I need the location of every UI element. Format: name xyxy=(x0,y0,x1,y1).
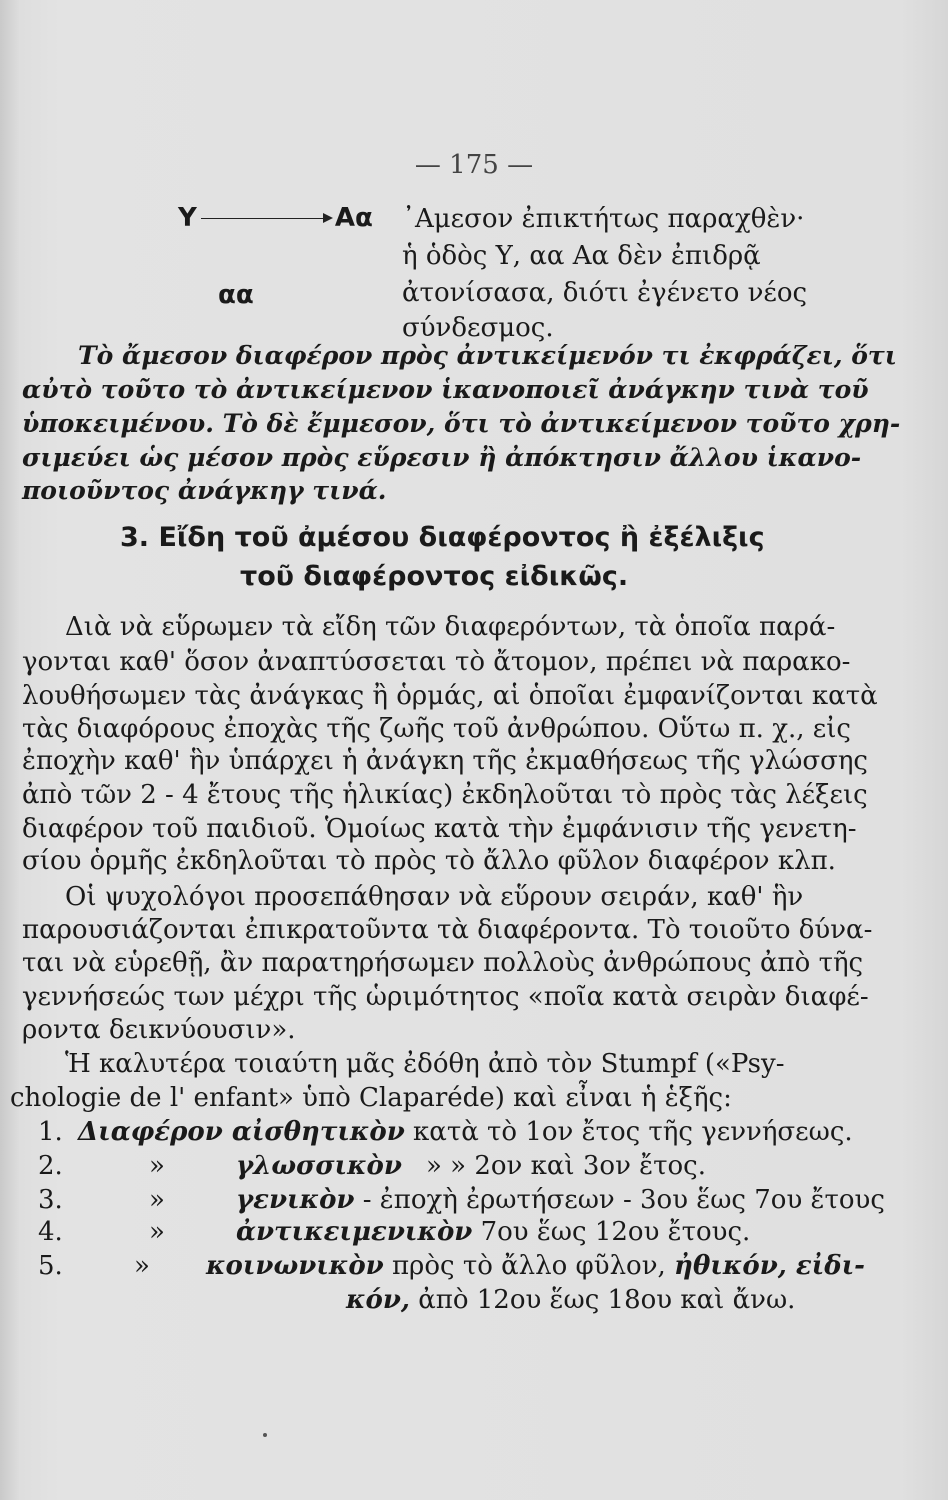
list-term: κόν, xyxy=(346,1285,410,1315)
list-description: 7ου ἕως 12ου ἔτους. xyxy=(480,1217,751,1247)
list-description: κατὰ τὸ 1ον ἔτος τῆς γεννήσεως. xyxy=(413,1117,853,1147)
list-term: Διαφέρον αἰσθητικὸν xyxy=(78,1117,405,1147)
paragraph-line: γεννήσεώς των μέχρι τῆς ὡριμότητος «ποῖα κατὰ σειρὰν διαφέ- xyxy=(22,982,869,1012)
ditto-mark: » xyxy=(149,1185,165,1215)
list-item-continuation xyxy=(346,1285,795,1315)
list-term: ἀντικειμενικὸν xyxy=(236,1217,473,1247)
diagram-text-line: ἡ ὁδὸς Υ, αα Αα δὲν ἐπιδρᾷ xyxy=(402,241,761,271)
arrow-icon xyxy=(201,218,331,219)
paragraph-line: γονται καθ' ὅσον ἀναπτύσσεται τὸ ἄτομον, πρέπει νὰ παρακο- xyxy=(22,647,851,677)
list-number: 1. xyxy=(38,1117,63,1147)
italic-paragraph-line: ὑποκειμένου. Τὸ δὲ ἔμμεσον, ὅτι τὸ ἀντικείμενον τοῦτο χρη- xyxy=(22,409,901,438)
diagram-label-y: Υ xyxy=(178,203,197,233)
paragraph-line: λουθήσωμεν τὰς ἀνάγκας ἢ ὁρμάς, αἱ ὁποῖαι ἐμφανίζονται κατὰ xyxy=(22,681,878,711)
list-description: ἀπὸ 12ου ἕως 18ου καὶ ἄνω. xyxy=(418,1285,796,1315)
paragraph-line: ἐποχὴν καθ' ἣν ὑπάρχει ἡ ἀνάγκη τῆς ἐκμαθήσεως τῆς γλώσσης xyxy=(22,746,868,776)
page-number: — 175 — xyxy=(414,150,534,180)
paragraph-line: διαφέρον τοῦ παιδιοῦ. Ὁμοίως κατὰ τὴν ἐμφάνισιν τῆς γενετη- xyxy=(22,814,857,844)
list-term-2: ἠθικόν, εἰδι- xyxy=(674,1251,865,1281)
ditto-mark: » xyxy=(149,1151,165,1181)
ditto-mark: » xyxy=(134,1251,150,1281)
speck xyxy=(263,1433,267,1437)
list-number: 3. xyxy=(38,1185,63,1215)
list-description: - ἐποχὴ ἐρωτήσεων - 3ου ἕως 7ου ἔτους xyxy=(362,1185,885,1215)
list-number: 4. xyxy=(38,1217,63,1247)
list-item xyxy=(38,1217,750,1247)
list-item xyxy=(38,1117,853,1147)
paragraph-line: Ἡ καλυτέρα τοιαύτη μᾶς ἐδόθη ἀπὸ τὸν Stumpf («Psy- xyxy=(65,1049,785,1079)
list-term: κοινωνικὸν xyxy=(206,1251,384,1281)
diagram-text-line: ἀτονίσασα, διότι ἐγένετο νέος xyxy=(402,278,808,308)
list-number: 5. xyxy=(38,1251,63,1281)
diagram-label-aa: Αα xyxy=(334,203,373,233)
paragraph-line: chologie de l' enfant» ὑπὸ Claparéde) καὶ εἶναι ἡ ἑξῆς: xyxy=(10,1083,732,1113)
paragraph-line: παρουσιάζονται ἐπικρατοῦντα τὰ διαφέροντα. Τὸ τοιοῦτο δύνα- xyxy=(22,915,873,945)
paragraph-line: τὰς διαφόρους ἐποχὰς τῆς ζωῆς τοῦ ἀνθρώπου. Οὕτω π. χ., εἰς xyxy=(22,714,851,744)
list-description: » » 2ον καὶ 3ον ἔτος. xyxy=(426,1151,706,1181)
list-term: γενικὸν xyxy=(236,1185,355,1215)
ditto-mark: » xyxy=(149,1217,165,1247)
paragraph-line: σίου ὁρμῆς ἐκδηλοῦται τὸ πρὸς τὸ ἄλλο φῦλον διαφέρον κλπ. xyxy=(22,846,836,876)
italic-paragraph-line: ποιοῦντος ἀνάγκηγ τινά. xyxy=(22,476,387,505)
paragraph-line: ται νὰ εὑρεθῇ, ἂν παρατηρήσωμεν πολλοὺς ἀνθρώπους ἀπὸ τῆς xyxy=(22,948,864,978)
paragraph-line: Διὰ νὰ εὕρωμεν τὰ εἴδη τῶν διαφερόντων, τὰ ὁποῖα παρά- xyxy=(65,612,836,642)
diagram-arrow-row xyxy=(178,203,373,233)
italic-paragraph-line: σιμεύει ὡς μέσον πρὸς εὕρεσιν ἢ ἀπόκτησιν ἄλλου ἱκανο- xyxy=(22,443,862,472)
italic-paragraph-line: Τὸ ἄμεσον διαφέρον πρὸς ἀντικείμενόν τι ἐκφράζει, ὅτι xyxy=(78,341,897,370)
list-number: 2. xyxy=(38,1151,63,1181)
paragraph-line: ἀπὸ τῶν 2 - 4 ἔτους τῆς ἡλικίας) ἐκδηλοῦται τὸ πρὸς τὰς λέξεις xyxy=(22,780,868,810)
italic-paragraph-line: αὐτὸ τοῦτο τὸ ἀντικείμενον ἱκανοποιεῖ ἀνάγκην τινὰ τοῦ xyxy=(22,375,869,404)
list-item xyxy=(38,1185,885,1215)
paragraph-line: ροντα δεικνύουσιν». xyxy=(22,1015,296,1045)
list-term: γλωσσικὸν xyxy=(236,1151,402,1181)
diagram-label-alpha: αα xyxy=(218,280,254,310)
diagram-text-line: σύνδεσμος. xyxy=(402,313,554,343)
list-description: πρὸς τὸ ἄλλο φῦλον, xyxy=(391,1251,666,1281)
diagram-text-line: ᾿Αμεσον ἐπικτήτως παραχθὲν· xyxy=(402,204,805,234)
list-item xyxy=(38,1251,865,1281)
list-item xyxy=(38,1151,706,1181)
section-heading: 3. Εἴδη τοῦ ἀμέσου διαφέροντος ἢ ἐξέλιξις xyxy=(120,522,765,553)
section-heading-cont: τοῦ διαφέροντος εἰδικῶς. xyxy=(240,561,629,592)
paragraph-line: Οἱ ψυχολόγοι προσεπάθησαν νὰ εὕρουν σειράν, καθ' ἣν xyxy=(65,882,804,912)
